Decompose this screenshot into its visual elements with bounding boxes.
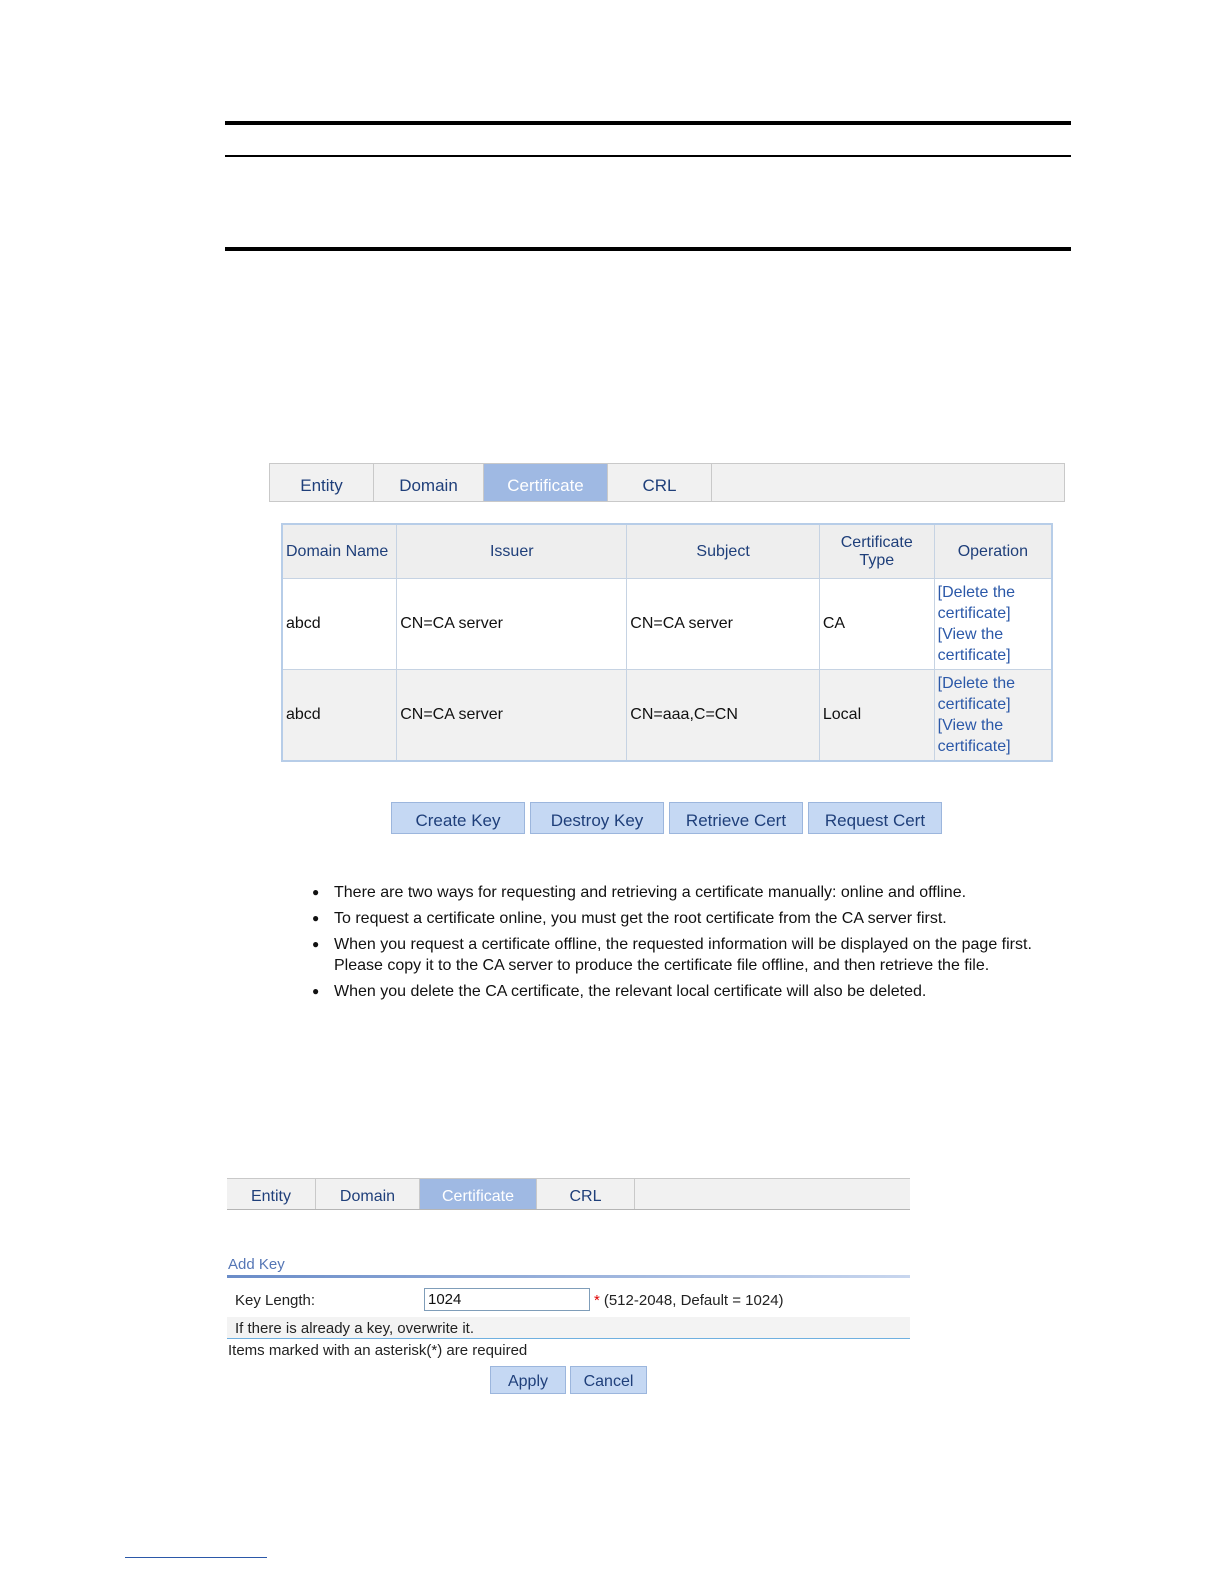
key-length-input[interactable] — [424, 1288, 590, 1311]
tab-entity[interactable]: Entity — [227, 1179, 316, 1209]
create-key-button[interactable]: Create Key — [391, 802, 525, 834]
note-item: ● There are two ways for requesting and retrieving a certificate manually: online and offline. — [312, 882, 1072, 903]
view-certificate-link[interactable]: [View the certificate] — [937, 626, 1011, 664]
tab-crl[interactable]: CRL — [608, 464, 712, 501]
cell-certificate-type: Local — [819, 670, 934, 762]
key-length-range: (512-2048, Default = 1024) — [603, 1292, 784, 1309]
cell-subject: CN=CA server — [627, 579, 820, 670]
note-item: ● When you request a certificate offline, the requested information will be displayed on the page first. Please copy it to the CA server to produce the certificate file offline, and then retrieve the file. — [312, 934, 1072, 976]
top-rule — [225, 121, 1071, 125]
key-length-hint — [594, 1292, 784, 1309]
certificate-table — [281, 523, 1053, 762]
tab-crl[interactable]: CRL — [537, 1179, 635, 1209]
table-row — [282, 579, 1052, 670]
notes-list — [312, 882, 1072, 1007]
table-header-row — [282, 524, 1052, 579]
cell-operation — [934, 670, 1052, 762]
column-header-certificate-type-line1: Certificate — [840, 533, 913, 551]
column-header-certificate-type-line2: Type — [859, 551, 895, 569]
column-header-domain-name: Domain Name — [282, 524, 397, 579]
tab-certificate[interactable]: Certificate — [420, 1179, 537, 1209]
tab-bar-filler — [635, 1179, 910, 1209]
apply-button[interactable]: Apply — [490, 1366, 566, 1394]
header-bottom-rule — [225, 247, 1071, 251]
tab-certificate[interactable]: Certificate — [484, 464, 608, 501]
header-rule — [225, 155, 1071, 157]
tab-bar — [269, 463, 1065, 502]
cell-certificate-type: CA — [819, 579, 934, 670]
add-key-title: Add Key — [228, 1256, 285, 1273]
cell-domain-name: abcd — [282, 579, 397, 670]
column-header-operation: Operation — [934, 524, 1052, 579]
footnote-rule — [125, 1557, 267, 1558]
cell-issuer: CN=CA server — [397, 670, 627, 762]
tab-domain[interactable]: Domain — [316, 1179, 420, 1209]
note-item: ● When you delete the CA certificate, the relevant local certificate will also be deleted. — [312, 981, 1072, 1002]
tab-bar-filler — [712, 464, 1064, 501]
column-header-subject: Subject — [627, 524, 820, 579]
cancel-button[interactable]: Cancel — [570, 1366, 647, 1394]
tab-entity[interactable]: Entity — [270, 464, 374, 501]
request-cert-button[interactable]: Request Cert — [808, 802, 942, 834]
cell-issuer: CN=CA server — [397, 579, 627, 670]
column-header-issuer: Issuer — [397, 524, 627, 579]
tab-domain[interactable]: Domain — [374, 464, 484, 501]
note-item: ● To request a certificate online, you must get the root certificate from the CA server first. — [312, 908, 1072, 929]
retrieve-cert-button[interactable]: Retrieve Cert — [669, 802, 803, 834]
view-certificate-link[interactable]: [View the certificate] — [937, 717, 1011, 755]
cell-subject: CN=aaa,C=CN — [627, 670, 820, 762]
key-length-label: Key Length: — [235, 1292, 316, 1309]
cell-domain-name: abcd — [282, 670, 397, 762]
cell-operation — [934, 579, 1052, 670]
required-fields-note: Items marked with an asterisk(*) are required — [228, 1342, 528, 1359]
destroy-key-button[interactable]: Destroy Key — [530, 802, 664, 834]
column-header-certificate-type — [819, 524, 934, 579]
delete-certificate-link[interactable]: [Delete the certificate] — [937, 675, 1016, 713]
required-asterisk: * — [594, 1292, 600, 1309]
table-row — [282, 670, 1052, 762]
overwrite-text: If there is already a key, overwrite it. — [235, 1320, 474, 1337]
delete-certificate-link[interactable]: [Delete the certificate] — [937, 584, 1016, 622]
tab-bar-add-key — [227, 1178, 910, 1210]
section-divider — [227, 1275, 910, 1278]
